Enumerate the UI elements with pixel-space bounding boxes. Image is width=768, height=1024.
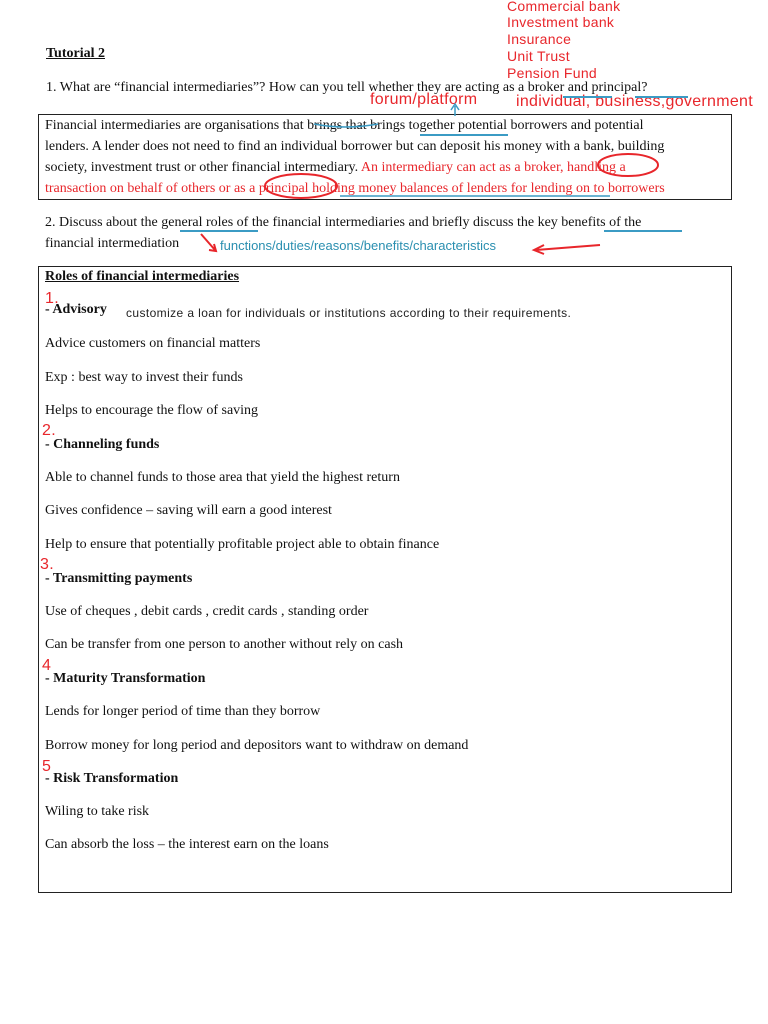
question-2-line-2: financial intermediation xyxy=(45,236,180,251)
note-pension-fund: Pension Fund xyxy=(507,65,597,81)
section-3-item-1: Use of cheques , debit cards , credit cards , standing order xyxy=(45,604,369,619)
section-1-item-1: Advice customers on financial matters xyxy=(45,336,261,351)
section-1-number: 1. xyxy=(45,290,59,307)
section-2-item-3: Help to ensure that potentially profitable project able to obtain finance xyxy=(45,537,440,552)
section-5-item-2: Can absorb the loss – the interest earn on the loans xyxy=(45,837,329,852)
answer-1-line-1: Financial intermediaries are organisations that brings that brings together potential borrowers and potential xyxy=(45,118,644,133)
section-1-title: - Advisory xyxy=(45,302,107,317)
answer-1-text xyxy=(45,115,724,199)
section-3-number: 3. xyxy=(40,556,54,573)
section-1-note: customize a loan for individuals or institutions according to their requirements. xyxy=(126,306,572,320)
section-2-item-1: Able to channel funds to those area that yield the highest return xyxy=(45,470,400,485)
section-5-number: 5 xyxy=(42,758,52,775)
note-insurance: Insurance xyxy=(507,31,572,47)
roles-heading: Roles of financial intermediaries xyxy=(45,269,240,284)
answer-1-line-4: transaction on behalf of others or as a principal holding money balances of lenders for lending on to borrowers xyxy=(45,181,665,196)
section-2-item-2: Gives confidence – saving will earn a good interest xyxy=(45,503,332,518)
question-2-line-1: 2. Discuss about the general roles of the financial intermediaries and briefly discuss the key benefits of the xyxy=(45,215,642,230)
note-individual-business-government: individual, business,government xyxy=(516,93,753,110)
note-forum-platform: forum/platform xyxy=(370,91,478,108)
section-3-title: - Transmitting payments xyxy=(45,571,193,586)
note-functions: functions/duties/reasons/benefits/characteristics xyxy=(220,238,497,253)
question-1: 1. What are “financial intermediaries”? How can you tell whether they are acting as a broker and principal? xyxy=(46,80,648,95)
note-investment-bank: Investment bank xyxy=(507,14,615,30)
section-2-title: - Channeling funds xyxy=(45,437,160,452)
answer-1-line-2: lenders. A lender does not need to find an individual borrower but can deposit his money with a bank, building xyxy=(45,139,665,154)
section-3-item-2: Can be transfer from one person to another without rely on cash xyxy=(45,637,404,652)
page-title: Tutorial 2 xyxy=(46,46,105,61)
answer-1-line-3: society, investment trust or other financial intermediary. An intermediary can act as a broker, handling a xyxy=(45,160,626,175)
section-4-title: - Maturity Transformation xyxy=(45,671,206,686)
note-unit-trust: Unit Trust xyxy=(507,48,570,64)
section-5-item-1: Wiling to take risk xyxy=(45,804,150,819)
note-commercial-bank: Commercial bank xyxy=(507,0,621,14)
section-1-item-2: Exp : best way to invest their funds xyxy=(45,370,243,385)
section-4-item-1: Lends for longer period of time than they borrow xyxy=(45,704,321,719)
section-2-number: 2. xyxy=(42,422,56,439)
section-4-number: 4 xyxy=(42,657,52,674)
section-4-item-2: Borrow money for long period and depositors want to withdraw on demand xyxy=(45,738,469,753)
section-1-item-3: Helps to encourage the flow of saving xyxy=(45,403,259,418)
section-5-title: - Risk Transformation xyxy=(45,771,179,786)
